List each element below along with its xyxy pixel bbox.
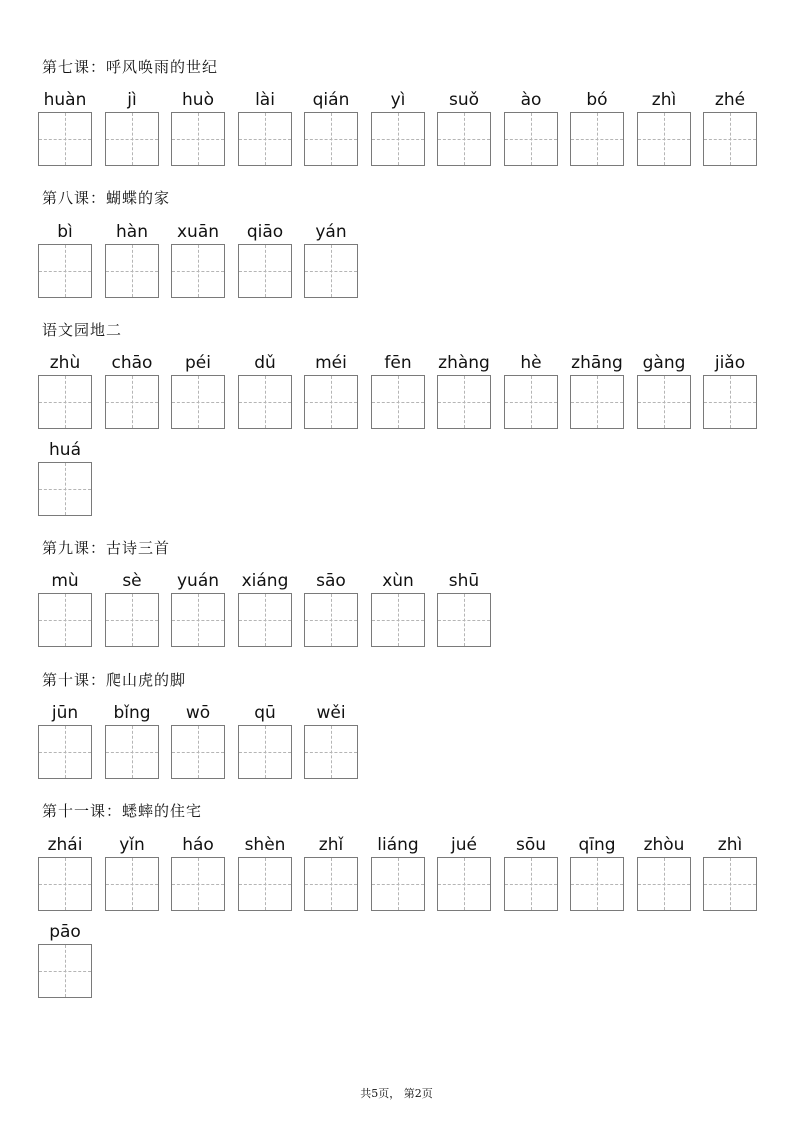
- lesson-title: 第十课：爬山虎的脚: [42, 671, 187, 689]
- tianzige-writing-box[interactable]: [171, 593, 225, 647]
- tianzige-writing-box[interactable]: [105, 725, 159, 779]
- pinyin-label: qiāo: [246, 222, 284, 242]
- character-cell: [304, 703, 358, 779]
- tianzige-writing-box[interactable]: [304, 112, 358, 166]
- pinyin-label: jiǎo: [714, 353, 746, 373]
- character-cell: [171, 571, 225, 647]
- character-cell: [570, 90, 624, 166]
- pinyin-label: méi: [315, 353, 347, 373]
- character-cell: [304, 835, 358, 911]
- character-cell: [38, 835, 92, 911]
- character-cell: [637, 835, 691, 911]
- pinyin-label: sè: [122, 571, 142, 591]
- tianzige-writing-box[interactable]: [371, 857, 425, 911]
- pinyin-label: gàng: [642, 353, 686, 373]
- pinyin-label: xiáng: [241, 571, 289, 591]
- character-cell: [238, 90, 292, 166]
- character-cell: [38, 90, 92, 166]
- tianzige-writing-box[interactable]: [504, 857, 558, 911]
- pinyin-label: háo: [182, 835, 214, 855]
- pinyin-label: qū: [254, 703, 276, 723]
- tianzige-writing-box[interactable]: [38, 944, 92, 998]
- pinyin-label: qīng: [578, 835, 616, 855]
- pinyin-label: sāo: [316, 571, 346, 591]
- pinyin-label: fēn: [384, 353, 412, 373]
- tianzige-writing-box[interactable]: [371, 593, 425, 647]
- tianzige-writing-box[interactable]: [171, 857, 225, 911]
- pinyin-row: [38, 703, 371, 779]
- character-cell: [304, 571, 358, 647]
- pinyin-label: wō: [185, 703, 211, 723]
- character-cell: [171, 222, 225, 298]
- tianzige-writing-box[interactable]: [304, 593, 358, 647]
- character-cell: [703, 835, 757, 911]
- tianzige-writing-box[interactable]: [38, 375, 92, 429]
- tianzige-writing-box[interactable]: [304, 725, 358, 779]
- pinyin-label: huá: [49, 440, 81, 460]
- pinyin-label: jué: [451, 835, 477, 855]
- character-cell: [238, 703, 292, 779]
- tianzige-writing-box[interactable]: [38, 593, 92, 647]
- character-cell: [437, 353, 491, 429]
- character-cell: [105, 222, 159, 298]
- character-cell: [371, 835, 425, 911]
- pinyin-label: hè: [520, 353, 542, 373]
- pinyin-label: huàn: [43, 90, 87, 110]
- character-cell: [570, 353, 624, 429]
- character-cell: [504, 90, 558, 166]
- tianzige-writing-box[interactable]: [703, 375, 757, 429]
- character-cell: [703, 90, 757, 166]
- character-cell: [171, 703, 225, 779]
- character-cell: [38, 703, 92, 779]
- pinyin-label: liáng: [377, 835, 419, 855]
- pinyin-label: huò: [182, 90, 214, 110]
- tianzige-writing-box[interactable]: [304, 375, 358, 429]
- pinyin-row: [38, 90, 770, 166]
- pinyin-label: sōu: [515, 835, 547, 855]
- character-cell: [105, 90, 159, 166]
- tianzige-writing-box[interactable]: [570, 857, 624, 911]
- character-cell: [38, 922, 92, 998]
- tianzige-writing-box[interactable]: [171, 725, 225, 779]
- tianzige-writing-box[interactable]: [171, 112, 225, 166]
- character-cell: [637, 353, 691, 429]
- character-cell: [437, 90, 491, 166]
- pinyin-label: zhǐ: [318, 835, 344, 855]
- pinyin-label: lài: [255, 90, 275, 110]
- tianzige-writing-box[interactable]: [238, 593, 292, 647]
- tianzige-writing-box[interactable]: [504, 112, 558, 166]
- pinyin-row: [38, 353, 770, 429]
- tianzige-writing-box[interactable]: [371, 375, 425, 429]
- character-cell: [304, 222, 358, 298]
- tianzige-writing-box[interactable]: [238, 112, 292, 166]
- pinyin-label: yuán: [176, 571, 220, 591]
- tianzige-writing-box[interactable]: [437, 375, 491, 429]
- character-cell: [437, 571, 491, 647]
- pinyin-label: dǔ: [254, 353, 276, 373]
- pinyin-label: xuān: [176, 222, 220, 242]
- pinyin-row: [38, 835, 770, 911]
- pinyin-label: wěi: [316, 703, 346, 723]
- character-cell: [238, 353, 292, 429]
- pinyin-label: péi: [185, 353, 211, 373]
- character-cell: [504, 835, 558, 911]
- character-cell: [371, 90, 425, 166]
- character-cell: [105, 835, 159, 911]
- tianzige-writing-box[interactable]: [105, 112, 159, 166]
- character-cell: [38, 222, 92, 298]
- pinyin-label: jūn: [51, 703, 79, 723]
- page-footer: 共5页， 第2页: [360, 1087, 433, 1100]
- character-cell: [171, 90, 225, 166]
- tianzige-writing-box[interactable]: [38, 857, 92, 911]
- tianzige-writing-box[interactable]: [105, 857, 159, 911]
- tianzige-writing-box[interactable]: [105, 593, 159, 647]
- character-cell: [238, 571, 292, 647]
- character-cell: [38, 353, 92, 429]
- tianzige-writing-box[interactable]: [38, 725, 92, 779]
- character-cell: [105, 571, 159, 647]
- character-cell: [38, 571, 92, 647]
- tianzige-writing-box[interactable]: [570, 112, 624, 166]
- tianzige-writing-box[interactable]: [238, 725, 292, 779]
- tianzige-writing-box[interactable]: [304, 857, 358, 911]
- tianzige-writing-box[interactable]: [238, 375, 292, 429]
- character-cell: [105, 353, 159, 429]
- lesson-title: 第十一课：蟋蟀的住宅: [42, 802, 203, 820]
- lesson-title: 第八课：蝴蝶的家: [42, 189, 171, 207]
- tianzige-writing-box[interactable]: [38, 112, 92, 166]
- character-cell: [38, 440, 92, 516]
- tianzige-writing-box[interactable]: [38, 244, 92, 298]
- tianzige-writing-box[interactable]: [238, 857, 292, 911]
- tianzige-writing-box[interactable]: [171, 375, 225, 429]
- character-cell: [637, 90, 691, 166]
- tianzige-writing-box[interactable]: [437, 112, 491, 166]
- tianzige-writing-box[interactable]: [504, 375, 558, 429]
- pinyin-label: zhì: [651, 90, 677, 110]
- pinyin-label: bó: [586, 90, 608, 110]
- pinyin-label: bì: [57, 222, 73, 242]
- tianzige-writing-box[interactable]: [703, 857, 757, 911]
- pinyin-label: chāo: [111, 353, 153, 373]
- tianzige-writing-box[interactable]: [637, 375, 691, 429]
- pinyin-label: zhì: [717, 835, 743, 855]
- tianzige-writing-box[interactable]: [238, 244, 292, 298]
- pinyin-label: suǒ: [448, 90, 480, 110]
- character-cell: [105, 703, 159, 779]
- tianzige-writing-box[interactable]: [105, 375, 159, 429]
- pinyin-label: yán: [315, 222, 347, 242]
- character-cell: [371, 353, 425, 429]
- character-cell: [371, 571, 425, 647]
- pinyin-label: bǐng: [113, 703, 151, 723]
- pinyin-label: ào: [520, 90, 542, 110]
- pinyin-label: yì: [390, 90, 406, 110]
- character-cell: [238, 222, 292, 298]
- pinyin-label: xùn: [382, 571, 414, 591]
- pinyin-label: zhù: [49, 353, 81, 373]
- lesson-title: 第七课：呼风唤雨的世纪: [42, 58, 219, 76]
- character-cell: [703, 353, 757, 429]
- character-cell: [570, 835, 624, 911]
- pinyin-label: zhòu: [643, 835, 685, 855]
- character-cell: [238, 835, 292, 911]
- pinyin-label: hàn: [116, 222, 148, 242]
- pinyin-label: shū: [448, 571, 480, 591]
- lesson-title: 语文园地二: [42, 321, 123, 339]
- tianzige-writing-box[interactable]: [38, 462, 92, 516]
- character-cell: [304, 90, 358, 166]
- tianzige-writing-box[interactable]: [437, 857, 491, 911]
- lesson-title: 第九课：古诗三首: [42, 539, 171, 557]
- pinyin-label: yǐn: [119, 835, 145, 855]
- tianzige-writing-box[interactable]: [304, 244, 358, 298]
- tianzige-writing-box[interactable]: [371, 112, 425, 166]
- tianzige-writing-box[interactable]: [171, 244, 225, 298]
- pinyin-label: zhàng: [438, 353, 490, 373]
- tianzige-writing-box[interactable]: [637, 857, 691, 911]
- tianzige-writing-box[interactable]: [637, 112, 691, 166]
- character-cell: [171, 353, 225, 429]
- pinyin-label: pāo: [49, 922, 81, 942]
- pinyin-row: [38, 440, 105, 516]
- pinyin-label: zhāng: [571, 353, 623, 373]
- tianzige-writing-box[interactable]: [437, 593, 491, 647]
- character-cell: [504, 353, 558, 429]
- pinyin-label: jì: [127, 90, 137, 110]
- tianzige-writing-box[interactable]: [570, 375, 624, 429]
- pinyin-label: zhé: [714, 90, 746, 110]
- character-cell: [171, 835, 225, 911]
- pinyin-row: [38, 922, 105, 998]
- pinyin-label: zhái: [47, 835, 83, 855]
- pinyin-label: qián: [312, 90, 350, 110]
- pinyin-label: shèn: [244, 835, 286, 855]
- pinyin-row: [38, 571, 504, 647]
- pinyin-row: [38, 222, 371, 298]
- tianzige-writing-box[interactable]: [105, 244, 159, 298]
- tianzige-writing-box[interactable]: [703, 112, 757, 166]
- character-cell: [304, 353, 358, 429]
- pinyin-label: mù: [51, 571, 79, 591]
- character-cell: [437, 835, 491, 911]
